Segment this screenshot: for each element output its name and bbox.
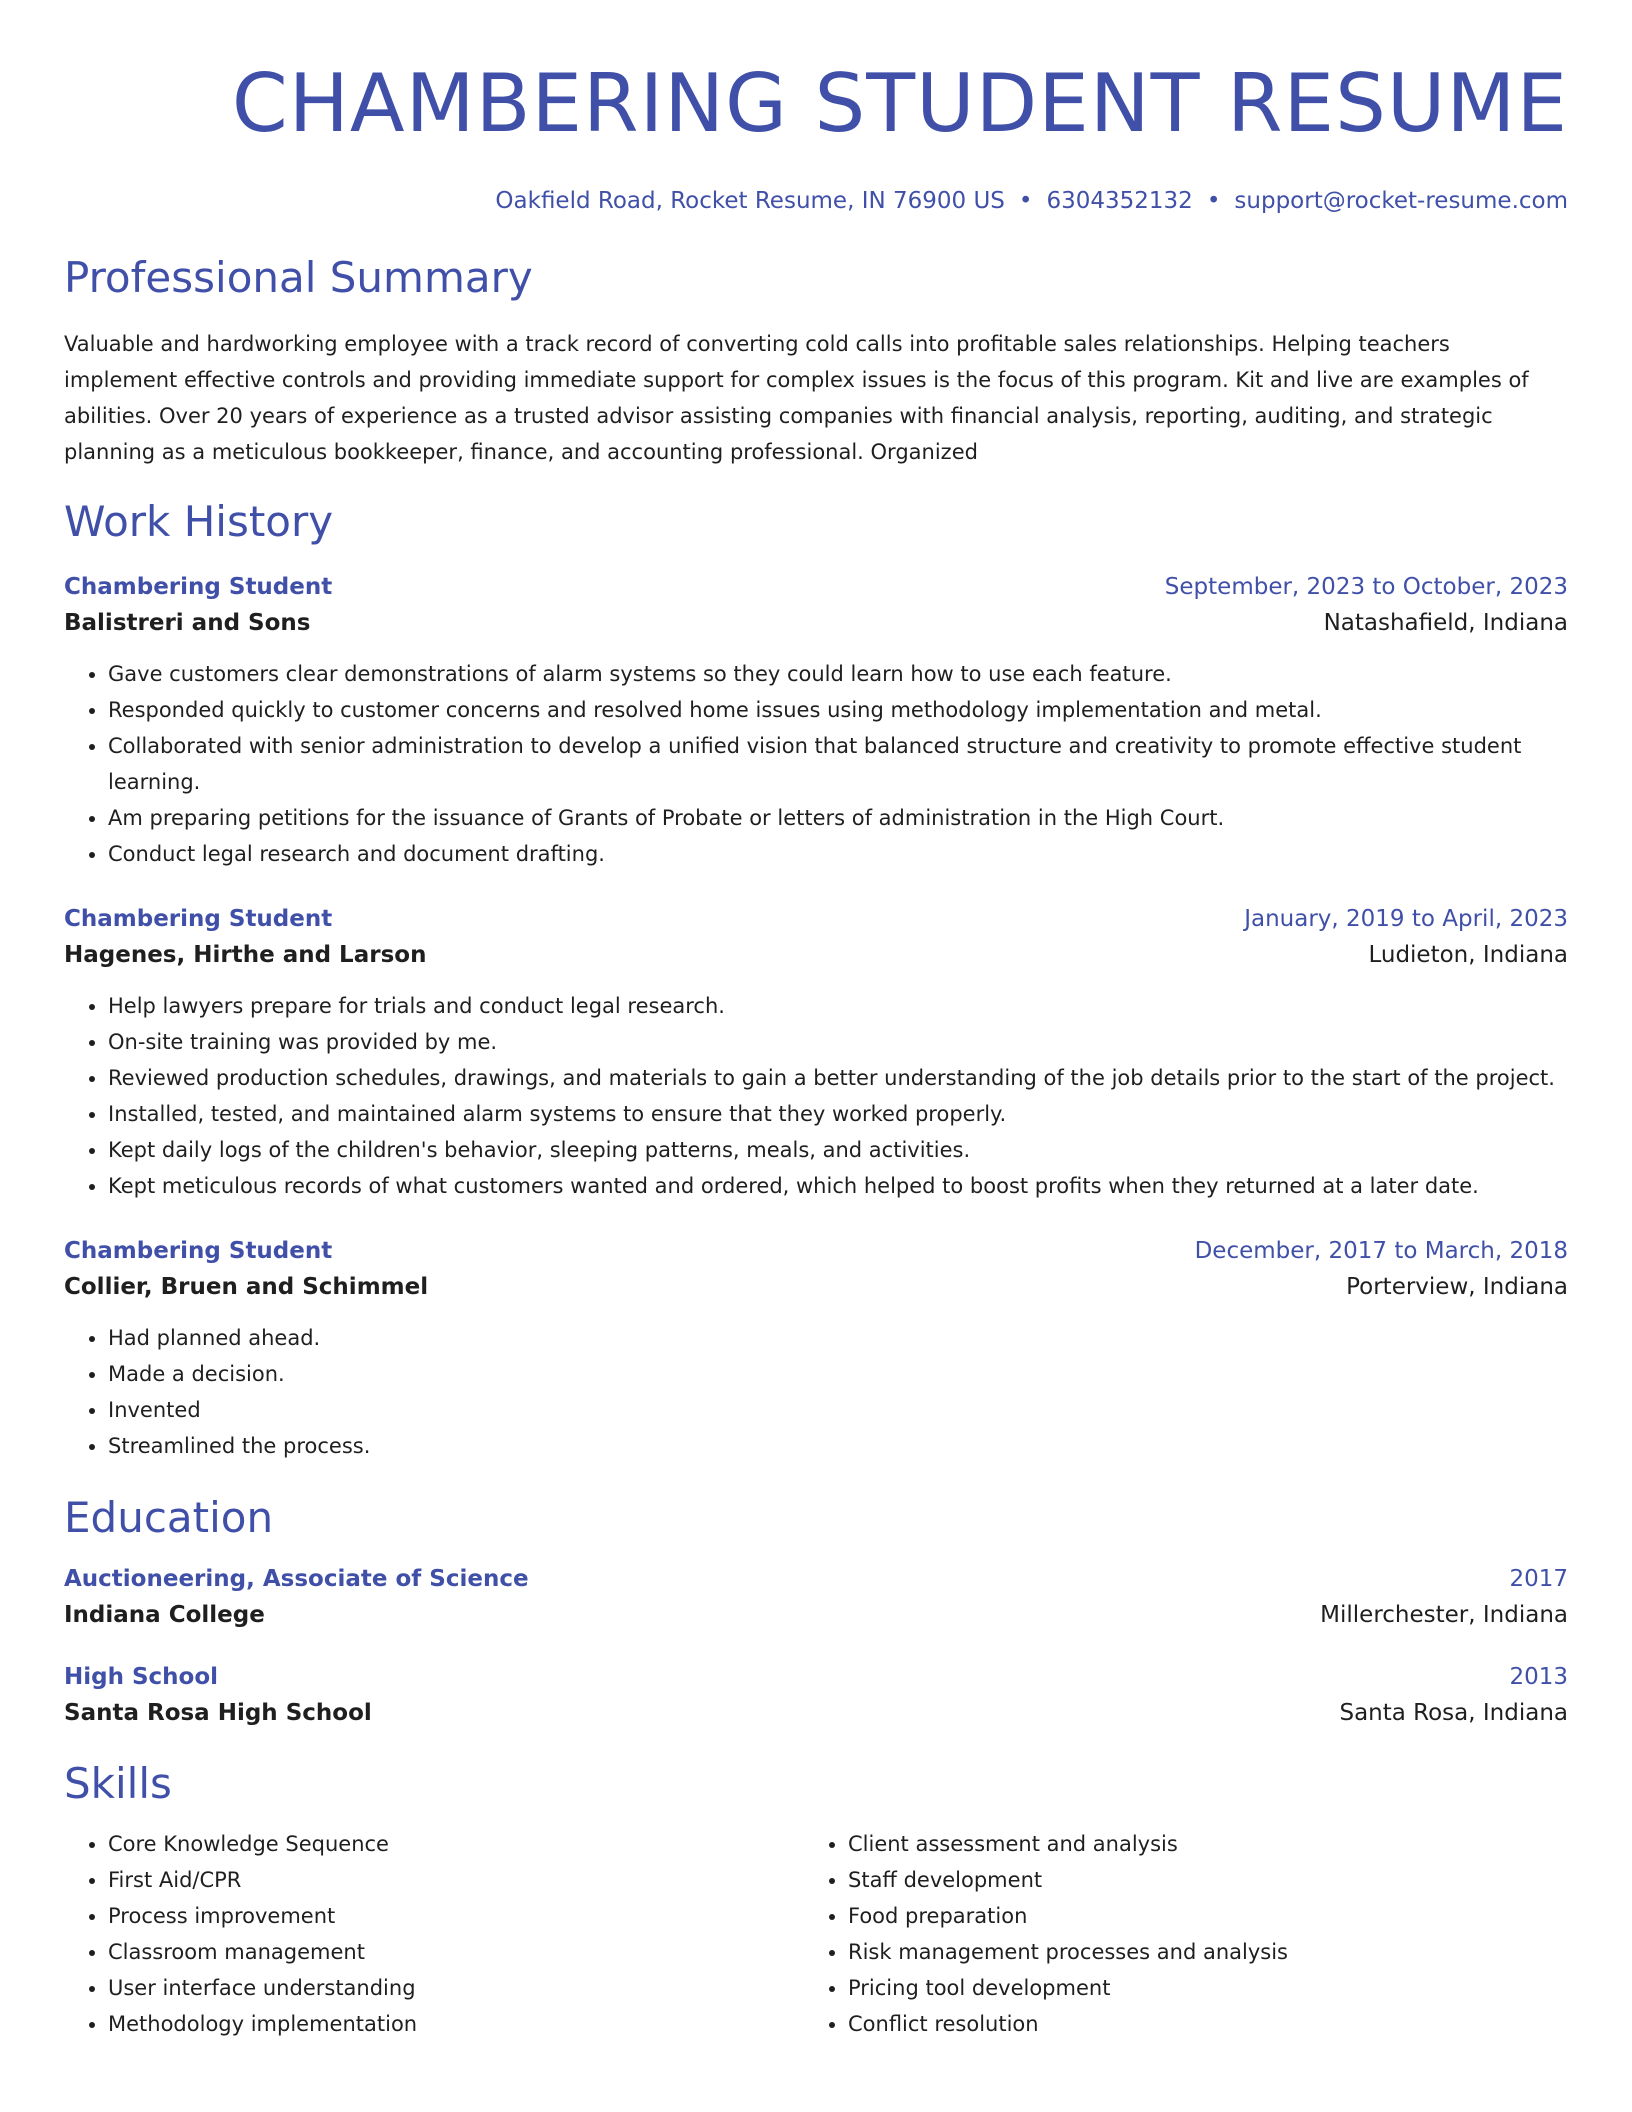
education-school: Santa Rosa High School: [64, 1700, 372, 1726]
skills-column-left: [64, 1826, 804, 2042]
contact-separator: •: [1018, 188, 1033, 214]
skills-heading: Skills: [64, 1759, 172, 1808]
job-entry: [64, 902, 1568, 1204]
education-year: 2013: [1509, 1664, 1568, 1690]
skill-item: • Food preparation: [848, 1898, 1544, 1934]
job-location: Porterview, Indiana: [1346, 1274, 1568, 1300]
job-employer: Hagenes, Hirthe and Larson: [64, 942, 427, 968]
skills-column-right: [804, 1826, 1544, 2042]
job-bullet: • Streamlined the process.: [108, 1428, 1568, 1464]
job-role: Chambering Student: [64, 1238, 333, 1264]
resume-name: CHAMBERING STUDENT RESUME: [231, 57, 1568, 150]
skills-list: [64, 1826, 1568, 2042]
contact-address: Oakfield Road, Rocket Resume, IN 76900 US: [495, 188, 1005, 214]
job-employer: Collier, Bruen and Schimmel: [64, 1274, 429, 1300]
job-dates: January, 2019 to April, 2023: [1244, 906, 1568, 932]
skill-item: • Pricing tool development: [848, 1970, 1544, 2006]
resume-header: [64, 56, 1568, 216]
job-bullet: • Collaborated with senior administration to develop a unified vision that balanced structure and creativity to promote effective student learning.: [108, 728, 1568, 800]
skill-item: • First Aid/CPR: [108, 1862, 804, 1898]
contact-phone: 6304352132: [1046, 188, 1193, 214]
contact-email: support@rocket-resume.com: [1234, 188, 1568, 214]
skill-item: • Core Knowledge Sequence: [108, 1826, 804, 1862]
job-entry: [64, 570, 1568, 872]
job-bullet: • Had planned ahead.: [108, 1320, 1568, 1356]
education-heading: Education: [64, 1493, 274, 1542]
job-bullet: • Kept daily logs of the children's behavior, sleeping patterns, meals, and activities.: [108, 1132, 1568, 1168]
contact-line: [64, 186, 1568, 216]
job-bullet: • Help lawyers prepare for trials and conduct legal research.: [108, 988, 1568, 1024]
job-role: Chambering Student: [64, 574, 333, 600]
education-school: Indiana College: [64, 1602, 265, 1628]
job-employer: Balistreri and Sons: [64, 610, 311, 636]
job-bullet: • Invented: [108, 1392, 1568, 1428]
job-location: Natashafield, Indiana: [1323, 610, 1568, 636]
skill-item: • Risk management processes and analysis: [848, 1934, 1544, 1970]
skill-item: • Staff development: [848, 1862, 1544, 1898]
job-bullet: • Conduct legal research and document drafting.: [108, 836, 1568, 872]
skill-item: • Client assessment and analysis: [848, 1826, 1544, 1862]
education-entry: [64, 1562, 1568, 1634]
summary-text: Valuable and hardworking employee with a track record of converting cold calls into profitable sales relationships. Helping teachers implement effective controls and providing immediate support for complex issues is the focus of this program. Kit and live are examples of abilities. Over 20 years of experience as a trusted advisor assisting companies with financial analysis, reporting, auditing, and strategic planning as a meticulous bookkeeper, finance, and accounting professional. Organized: [64, 332, 1529, 464]
skill-item: • User interface understanding: [108, 1970, 804, 2006]
job-bullet: • Gave customers clear demonstrations of alarm systems so they could learn how to use each feature.: [108, 656, 1568, 692]
education-degree: High School: [64, 1664, 219, 1690]
job-entry: [64, 1234, 1568, 1464]
job-bullet: • Reviewed production schedules, drawings, and materials to gain a better understanding of the job details prior to the start of the project.: [108, 1060, 1568, 1096]
job-bullet: • Made a decision.: [108, 1356, 1568, 1392]
education-entry: [64, 1660, 1568, 1732]
education-location: Santa Rosa, Indiana: [1339, 1700, 1568, 1726]
skill-item: • Methodology implementation: [108, 2006, 804, 2042]
job-bullet: • Installed, tested, and maintained alarm systems to ensure that they worked properly.: [108, 1096, 1568, 1132]
job-bullets: [64, 656, 1568, 872]
job-bullets: [64, 988, 1568, 1204]
education-location: Millerchester, Indiana: [1320, 1602, 1568, 1628]
contact-separator: •: [1206, 188, 1221, 214]
job-bullet: • On-site training was provided by me.: [108, 1024, 1568, 1060]
skill-item: • Classroom management: [108, 1934, 804, 1970]
skill-item: • Conflict resolution: [848, 2006, 1544, 2042]
skill-item: • Process improvement: [108, 1898, 804, 1934]
job-role: Chambering Student: [64, 906, 333, 932]
job-dates: December, 2017 to March, 2018: [1194, 1238, 1568, 1264]
job-location: Ludieton, Indiana: [1368, 942, 1568, 968]
job-bullet: • Am preparing petitions for the issuance of Grants of Probate or letters of administration in the High Court.: [108, 800, 1568, 836]
summary-heading: Professional Summary: [64, 253, 533, 302]
work-history-heading: Work History: [64, 497, 334, 546]
education-degree: Auctioneering, Associate of Science: [64, 1566, 529, 1592]
job-bullets: [64, 1320, 1568, 1464]
job-dates: September, 2023 to October, 2023: [1164, 574, 1568, 600]
education-year: 2017: [1509, 1566, 1568, 1592]
job-bullet: • Kept meticulous records of what customers wanted and ordered, which helped to boost profits when they returned at a later date.: [108, 1168, 1568, 1204]
job-bullet: • Responded quickly to customer concerns and resolved home issues using methodology implementation and metal.: [108, 692, 1568, 728]
